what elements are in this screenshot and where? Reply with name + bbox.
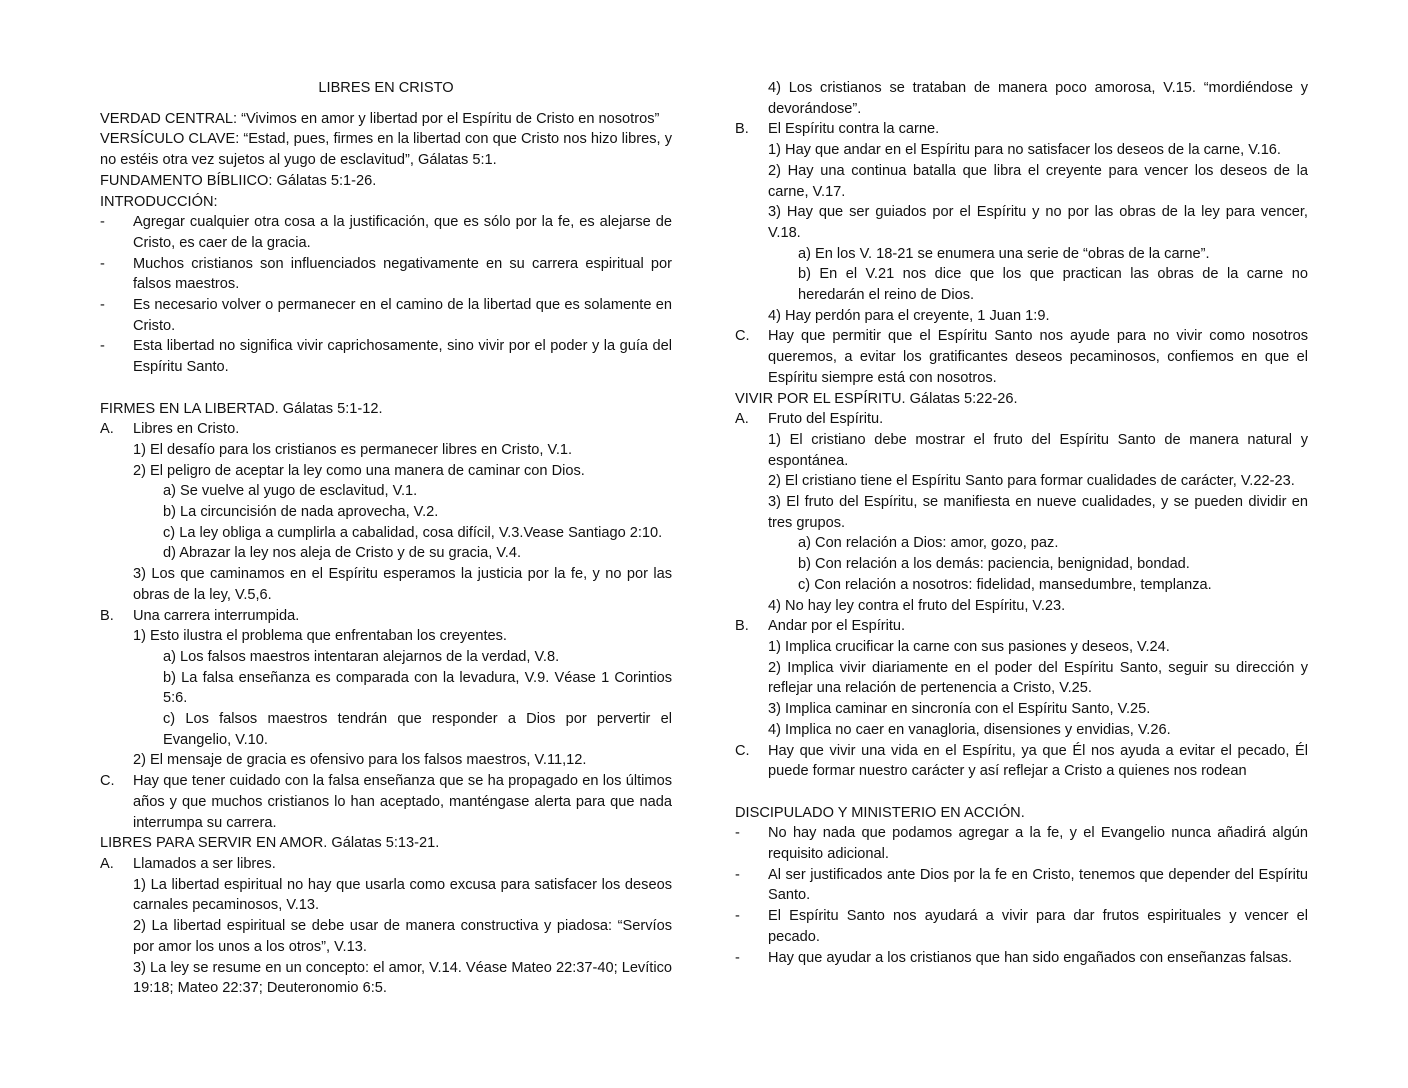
outline-item-B: B. Andar por el Espíritu. — [735, 618, 906, 635]
outline-point: 3) Implica caminar en sincronía con el Espíritu Santo, V.25. — [768, 701, 1151, 718]
dash-marker: - — [735, 866, 740, 883]
section-heading: LIBRES PARA SERVIR EN AMOR. Gálatas 5:13-21. — [100, 835, 440, 852]
outline-point: 2) La libertad espiritual se debe usar de manera constructiva y piadosa: “Servíos por amor los unos a los otros”, V.13. — [133, 918, 672, 955]
dash-marker: - — [100, 255, 105, 272]
list-item: - Muchos cristianos son influenciados negativamente en su carrera espiritual por falsos maestros. — [100, 255, 672, 293]
outline-point: 3) La ley se resume en un concepto: el amor, V.14. Véase Mateo 22:37-40; Levítico 19:18; Mateo 22:37; Deuteronomio 6:5. — [133, 959, 672, 997]
dash-marker: - — [100, 338, 105, 355]
outline-point: 1) El cristiano debe mostrar el fruto del Espíritu Santo de manera natural y espontánea. — [768, 431, 1308, 469]
list-item: - Hay que ayudar a los cristianos que han sido engañados con enseñanzas falsas. — [735, 948, 1308, 969]
outline-subpoint: a) Se vuelve al yugo de esclavitud, V.1. — [163, 483, 418, 500]
outline-point: 4) No hay ley contra el fruto del Espíritu, V.23. — [768, 597, 1066, 614]
key-verse: VERSÍCULO CLAVE: “Estad, pues, firmes en la libertad con que Cristo nos hizo libres, y no estéis otra vez sujetos al yugo de esclavitud”, Gálatas 5:1. — [100, 131, 672, 169]
left-column — [100, 78, 672, 999]
outline-subpoint: c) Con relación a nosotros: fidelidad, mansedumbre, templanza. — [798, 576, 1212, 593]
outline-point: 2) El peligro de aceptar la ley como una manera de caminar con Dios. — [133, 462, 585, 479]
list-item: - Es necesario volver o permanecer en el camino de la libertad que es solamente en Cristo. — [100, 297, 672, 334]
outline-item-A: A. Fruto del Espíritu. — [735, 411, 884, 428]
outline-point: 3) Hay que ser guiados por el Espíritu y no por las obras de la ley para vencer, V.18. — [768, 204, 1308, 241]
outline-point: 2) Hay una continua batalla que libra el creyente para vencer los deseos de la carne, V.17. — [768, 162, 1308, 200]
outline-point: 1) La libertad espiritual no hay que usarla como excusa para satisfacer los deseos carnales pecaminosos, V.13. — [133, 876, 672, 914]
outline-item-A: A. Llamados a ser libres. — [100, 856, 276, 872]
list-item: - Esta libertad no significa vivir caprichosamente, sino vivir por el poder y la guía del Espíritu Santo. — [100, 338, 672, 376]
section-heading: VIVIR POR EL ESPÍRITU. Gálatas 5:22-26. — [735, 390, 1018, 407]
outline-subpoint: c) La ley obliga a cumplirla a cabalidad, cosa difícil, V.3.Vease Santiago 2:10. — [163, 524, 663, 541]
outline-subpoint: a) Con relación a Dios: amor, gozo, paz. — [798, 535, 1059, 552]
outline-item-C: C. Hay que permitir que el Espíritu Santo nos ayude para no vivir como nosotros queremos, a evitar los gratificantes deseos pecaminosos, confiemos en que el Espíritu siempre está con nosotros. — [735, 328, 1308, 386]
outline-point: 1) El desafío para los cristianos es permanecer libres en Cristo, V.1. — [133, 441, 573, 458]
outline-point: 3) El fruto del Espíritu, se manifiesta en nueve cualidades, y se pueden dividir en tres grupos. — [768, 494, 1308, 531]
outline-subpoint: a) Los falsos maestros intentaran alejarnos de la verdad, V.8. — [163, 648, 560, 665]
section-heading: DISCIPULADO Y MINISTERIO EN ACCIÓN. — [735, 804, 1025, 821]
list-item: - Al ser justificados ante Dios por la fe en Cristo, tenemos que depender del Espíritu Santo. — [735, 866, 1308, 904]
dash-marker: - — [100, 214, 105, 231]
dash-marker: - — [735, 908, 740, 925]
outline-point: 4) Hay perdón para el creyente, 1 Juan 1:9. — [768, 307, 1050, 324]
outline-subpoint: a) En los V. 18-21 se enumera una serie de “obras de la carne”. — [798, 245, 1210, 262]
outline-point: 1) Hay que andar en el Espíritu para no satisfacer los deseos de la carne, V.16. — [768, 142, 1281, 159]
biblical-foundation: FUNDAMENTO BÍBLIICO: Gálatas 5:1-26. — [100, 172, 377, 189]
outline-point: 2) Implica vivir diariamente en el poder del Espíritu Santo, seguir su dirección y reflejar una relación de pertenencia a Cristo, V.25. — [768, 659, 1308, 697]
page-title: LIBRES EN CRISTO — [318, 80, 454, 96]
dash-marker: - — [735, 949, 740, 966]
outline-item-A: A. Libres en Cristo. — [100, 421, 240, 438]
outline-point: 4) Implica no caer en vanagloria, disensiones y envidias, V.26. — [768, 721, 1171, 738]
outline-point: 2) El cristiano tiene el Espíritu Santo para formar cualidades de carácter, V.22-23. — [768, 473, 1295, 490]
outline-item-B: B. Una carrera interrumpida. — [100, 607, 300, 624]
outline-point: 3) Los que caminamos en el Espíritu esperamos la justicia por la fe, y no por las obras de la ley, V.5,6. — [133, 566, 672, 603]
outline-point: 1) Esto ilustra el problema que enfrentaban los creyentes. — [133, 628, 507, 645]
central-truth: VERDAD CENTRAL: “Vivimos en amor y libertad por el Espíritu de Cristo en nosotros” — [100, 110, 660, 127]
outline-point: 2) El mensaje de gracia es ofensivo para los falsos maestros, V.11,12. — [133, 752, 587, 769]
outline-subpoint: b) La circuncisión de nada aprovecha, V.2. — [163, 504, 439, 521]
list-item: - El Espíritu Santo nos ayudará a vivir para dar frutos espirituales y vencer el pecado. — [735, 908, 1308, 945]
outline-item-C: C. Hay que vivir una vida en el Espíritu, ya que Él nos ayuda a evitar el pecado, Él puede formar nuestro carácter y así reflejar a Cristo a quienes nos rodean — [735, 742, 1308, 780]
outline-item-B: B. El Espíritu contra la carne. — [735, 121, 940, 138]
dash-marker: - — [735, 825, 740, 842]
outline-point: 1) Implica crucificar la carne con sus pasiones y deseos, V.24. — [768, 638, 1170, 655]
outline-item-C: C. Hay que tener cuidado con la falsa enseñanza que se ha propagado en los últimos años y que muchos cristianos lo han aceptado, manténgase alerta para que nada interrumpa su carrera. — [100, 773, 672, 831]
outline-subpoint: b) En el V.21 nos dice que los que practican las obras de la carne no heredarán el reino de Dios. — [798, 266, 1308, 304]
outline-subpoint: d) Abrazar la ley nos aleja de Cristo y de su gracia, V.4. — [163, 545, 522, 562]
outline-subpoint: b) Con relación a los demás: paciencia, benignidad, bondad. — [798, 556, 1190, 573]
outline-point: 4) Los cristianos se trataban de manera poco amorosa, V.15. “mordiéndose y devorándose”. — [768, 80, 1308, 117]
list-item: - Agregar cualquier otra cosa a la justificación, que es sólo por la fe, es alejarse de Cristo, es caer de la gracia. — [100, 214, 672, 251]
intro-heading: INTRODUCCIÓN: — [100, 193, 218, 210]
outline-subpoint: b) La falsa enseñanza es comparada con la levadura, V.9. Véase 1 Corintios 5:6. — [163, 669, 672, 707]
section-heading: FIRMES EN LA LIBERTAD. Gálatas 5:1-12. — [100, 400, 383, 417]
list-item: - No hay nada que podamos agregar a la fe, y el Evangelio nunca añadirá algún requisito adicional. — [735, 825, 1308, 862]
right-column — [735, 78, 1308, 968]
dash-marker: - — [100, 297, 105, 314]
outline-subpoint: c) Los falsos maestros tendrán que responder a Dios por pervertir el Evangelio, V.10. — [163, 711, 672, 748]
